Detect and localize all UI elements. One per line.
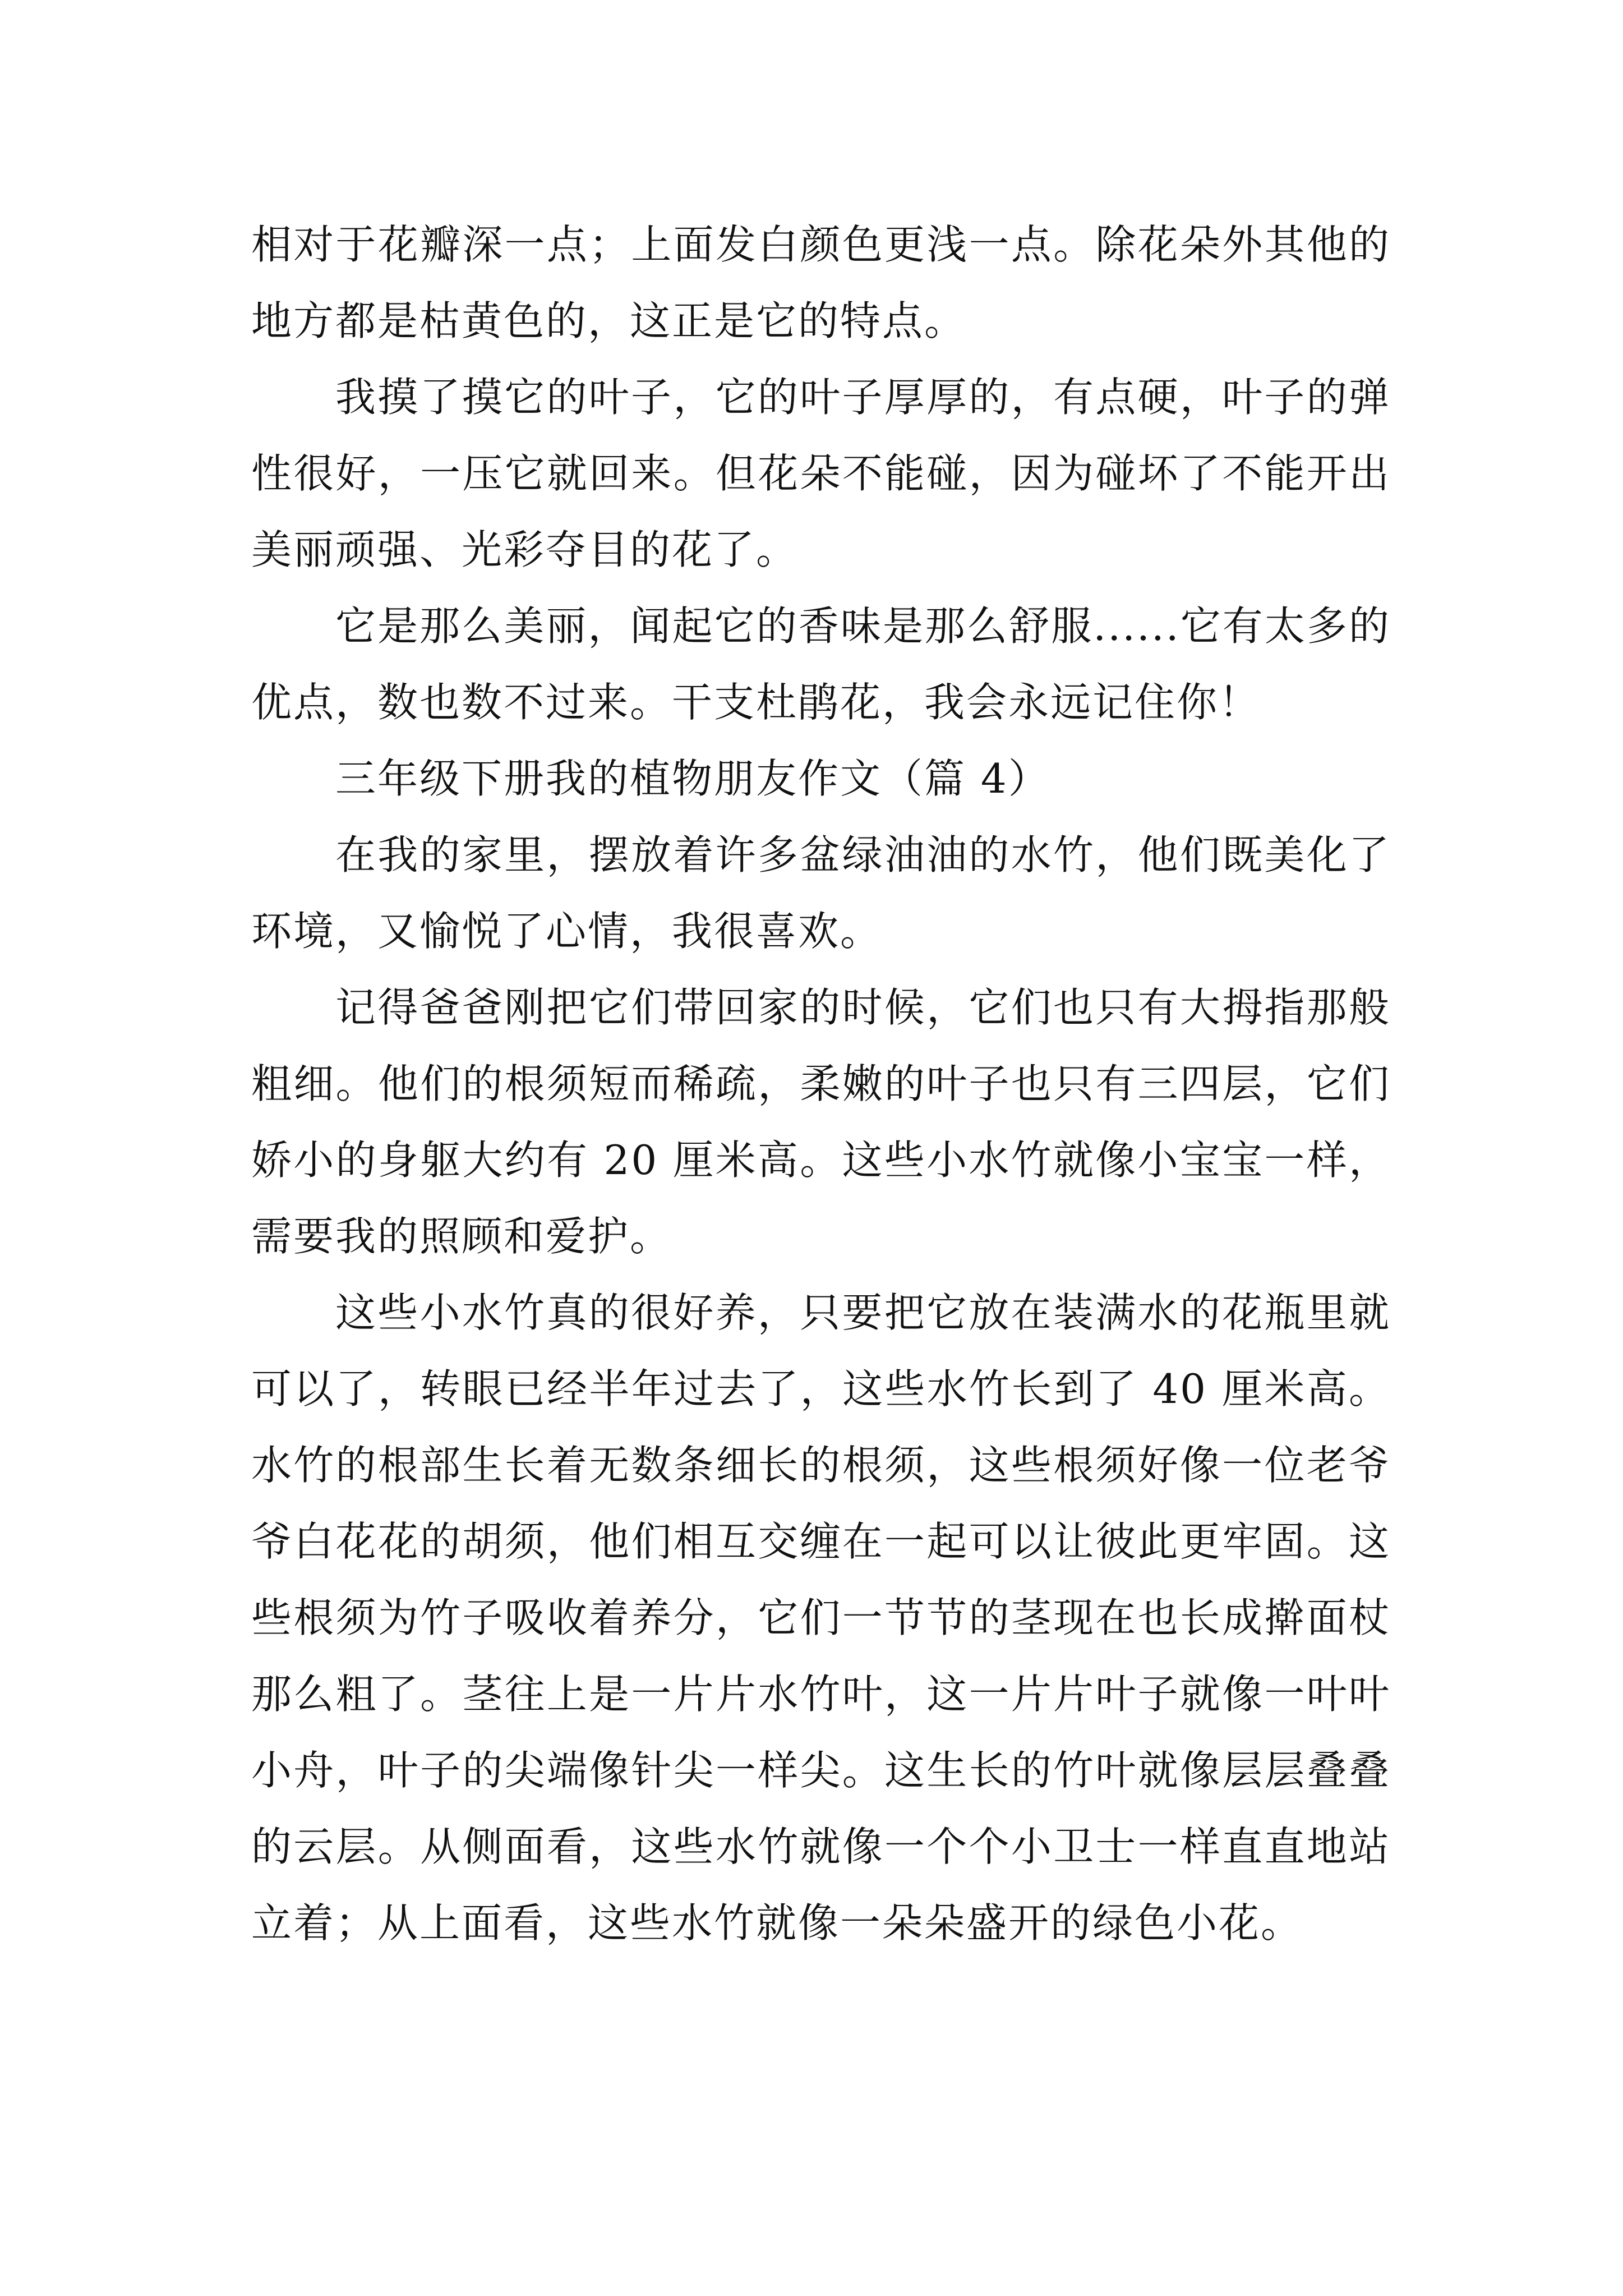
paragraph: 记得爸爸刚把它们带回家的时候，它们也只有大拇指那般粗细。他们的根须短而稀疏，柔嫩的叶子也只有三四层，它们娇小的身躯大约有 20 厘米高。这些小水竹就像小宝宝一样，需要我的照顾和爱护。: [251, 984, 1391, 1260]
section-heading: 三年级下册我的植物朋友作文（篇 4）: [335, 755, 1050, 802]
paragraph: 我摸了摸它的叶子，它的叶子厚厚的，有点硬，叶子的弹性很好，一压它就回来。但花朵不能碰，因为碰坏了不能开出美丽顽强、光彩夺目的花了。: [251, 374, 1391, 573]
paragraph: 这些小水竹真的很好养，只要把它放在装满水的花瓶里就可以了，转眼已经半年过去了，这些水竹长到了 40 厘米高。水竹的根部生长着无数条细长的根须，这些根须好像一位老爷爷白花花的胡须，他们相互交缠在一起可以让彼此更牢固。这些根须为竹子吸收着养分，它们一节节的茎现在也长成擀面杖那么粗了。茎往上是一片片水竹叶，这一片片叶子就像一叶叶小舟，叶子的尖端像针尖一样尖。这生长的竹叶就像层层叠叠的云层。从侧面看，这些水竹就像一个个小卫士一样直直地站立着；从上面看，这些水竹就像一朵朵盛开的绿色小花。: [251, 1289, 1391, 1947]
paragraph: 在我的家里，摆放着许多盆绿油油的水竹，他们既美化了环境，又愉悦了心情，我很喜欢。: [251, 831, 1391, 955]
document-body: [251, 206, 1391, 1961]
paragraph: 相对于花瓣深一点；上面发白颜色更浅一点。除花朵外其他的地方都是枯黄色的，这正是它的特点。: [251, 221, 1391, 344]
paragraph: 它是那么美丽，闻起它的香味是那么舒服......它有太多的优点，数也数不过来。干支杜鹃花，我会永远记住你！: [251, 602, 1391, 726]
